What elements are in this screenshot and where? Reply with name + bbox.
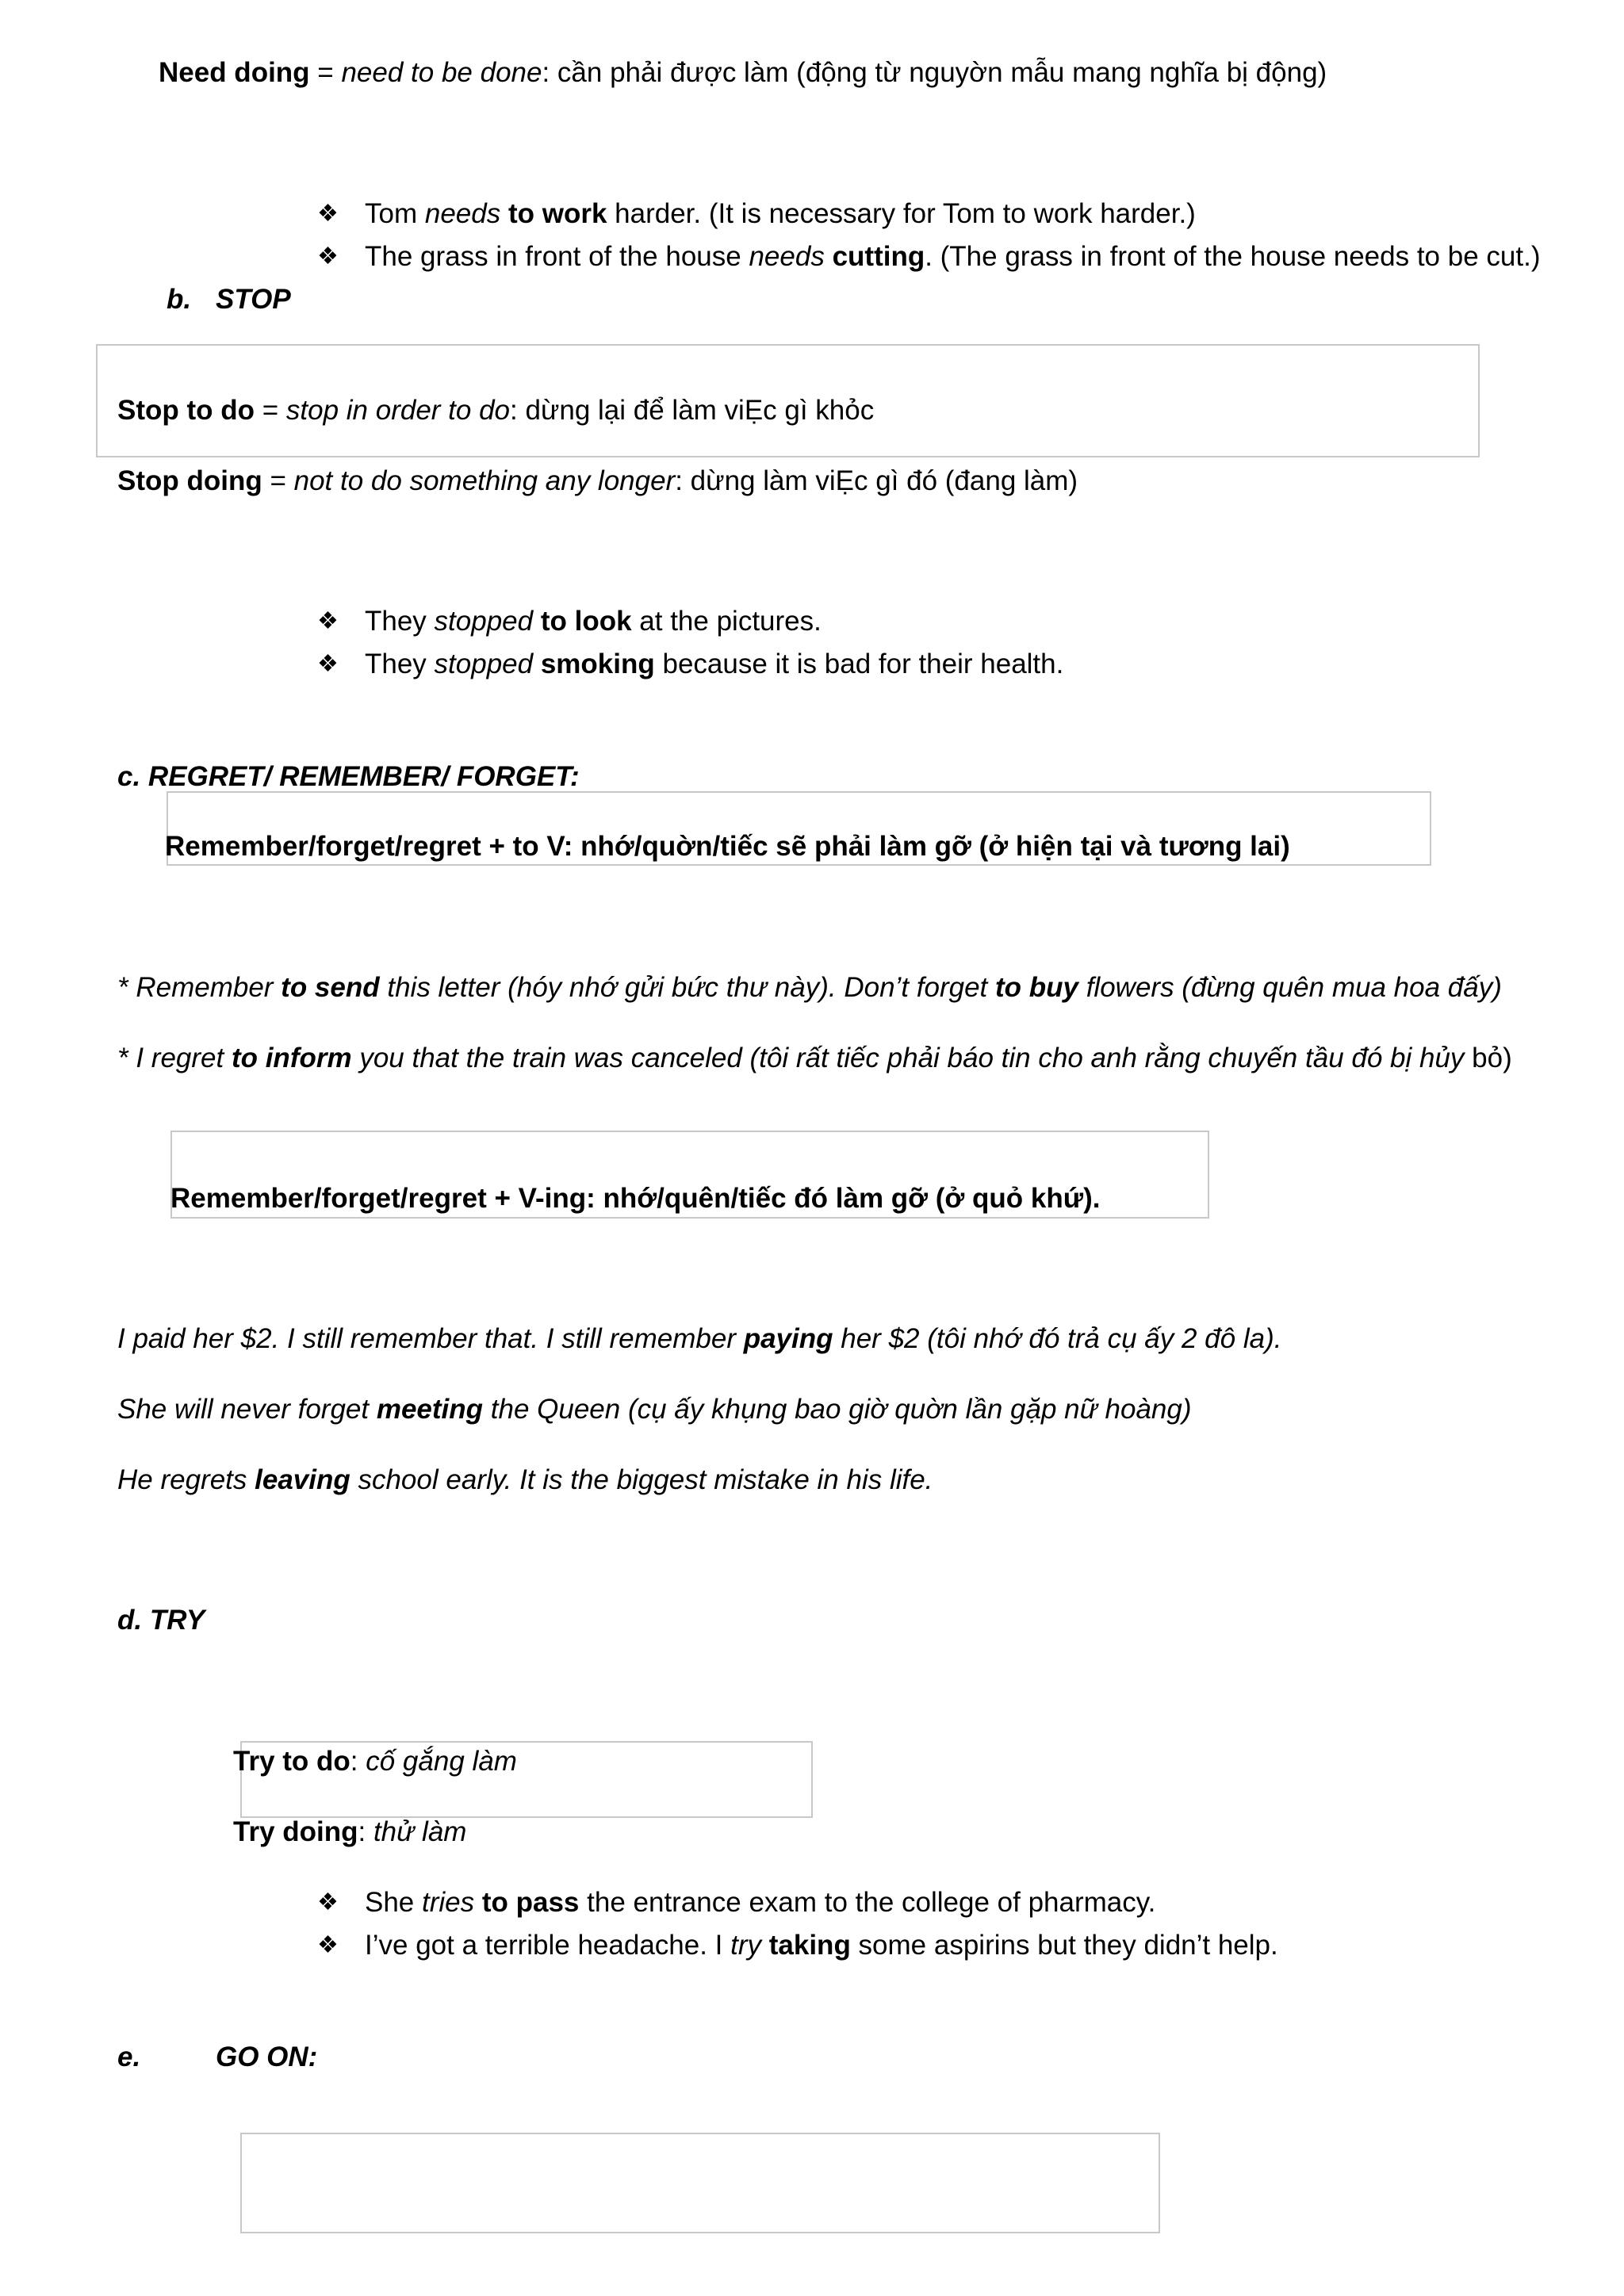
stop-rule-2: Stop doing = not to do something any longer: dừng làm viẸc gì đó (đang làm): [117, 465, 1078, 496]
bullet-icon: ❖: [317, 1889, 339, 1915]
regret-example-5: He regrets leaving school early. It is the biggest mistake in his life.: [117, 1464, 933, 1495]
stop-example-2: They stopped smoking because it is bad for their health.: [365, 649, 1064, 679]
regret-heading: c. REGRET/ REMEMBER/ FORGET:: [117, 761, 580, 792]
try-example-2: I’ve got a terrible headache. I try taking some aspirins but they didn’t help.: [365, 1930, 1278, 1961]
regret-rule-2: Remember/forget/regret + V-ing: nhớ/quên/tiếc đó làm gỡ (ở quỏ khứ).: [170, 1183, 1101, 1214]
goon-rule-box: [240, 2133, 1160, 2233]
bullet-icon: ❖: [317, 651, 339, 677]
stop-rule-1: Stop to do = stop in order to do: dừng lại để làm viẸc gì khỏc: [117, 395, 875, 426]
bullet-icon: ❖: [317, 608, 339, 634]
try-rule-1: Try to do: cố gắng làm: [233, 1746, 517, 1777]
try-rule-2: Try doing: thử làm: [233, 1816, 467, 1847]
regret-example-2: * I regret to inform you that the train was canceled (tôi rất tiếc phải báo tin cho anh rằng chuyến tầu đó bị hủy bỏ): [117, 1043, 1512, 1073]
goon-heading: GO ON:: [216, 2042, 318, 2072]
bullet-icon: ❖: [317, 243, 339, 270]
need-example-2: The grass in front of the house needs cutting. (The grass in front of the house needs to be cut.): [365, 241, 1541, 272]
stop-example-1: They stopped to look at the pictures.: [365, 606, 822, 637]
bullet-icon: ❖: [317, 201, 339, 227]
try-heading: d. TRY: [117, 1605, 205, 1636]
need-example-1: Tom needs to work harder. (It is necessary for Tom to work harder.): [365, 198, 1196, 229]
goon-heading-letter: e.: [117, 2042, 141, 2072]
regret-example-3: I paid her $2. I still remember that. I still remember paying her $2 (tôi nhớ đó trả cụ ấy 2 đô la).: [117, 1323, 1282, 1354]
need-rule: Need doing = need to be done: cần phải được làm (động từ nguyờn mẫu mang nghĩa bị động): [159, 57, 1327, 88]
regret-example-4: She will never forget meeting the Queen (cụ ấy khụng bao giờ quờn lần gặp nữ hoàng): [117, 1394, 1192, 1425]
bullet-icon: ❖: [317, 1932, 339, 1958]
regret-rule-1: Remember/forget/regret + to V: nhớ/quờn/tiếc sẽ phải làm gỡ (ở hiện tại và tương lai): [165, 831, 1290, 862]
regret-example-1: * Remember to send this letter (hóy nhớ gửi bức thư này). Don’t forget to buy flowers (đừng quên mua hoa đấy): [117, 972, 1502, 1003]
stop-heading: STOP: [216, 284, 291, 315]
stop-heading-letter: b.: [167, 284, 192, 315]
try-example-1: She tries to pass the entrance exam to the college of pharmacy.: [365, 1887, 1156, 1918]
